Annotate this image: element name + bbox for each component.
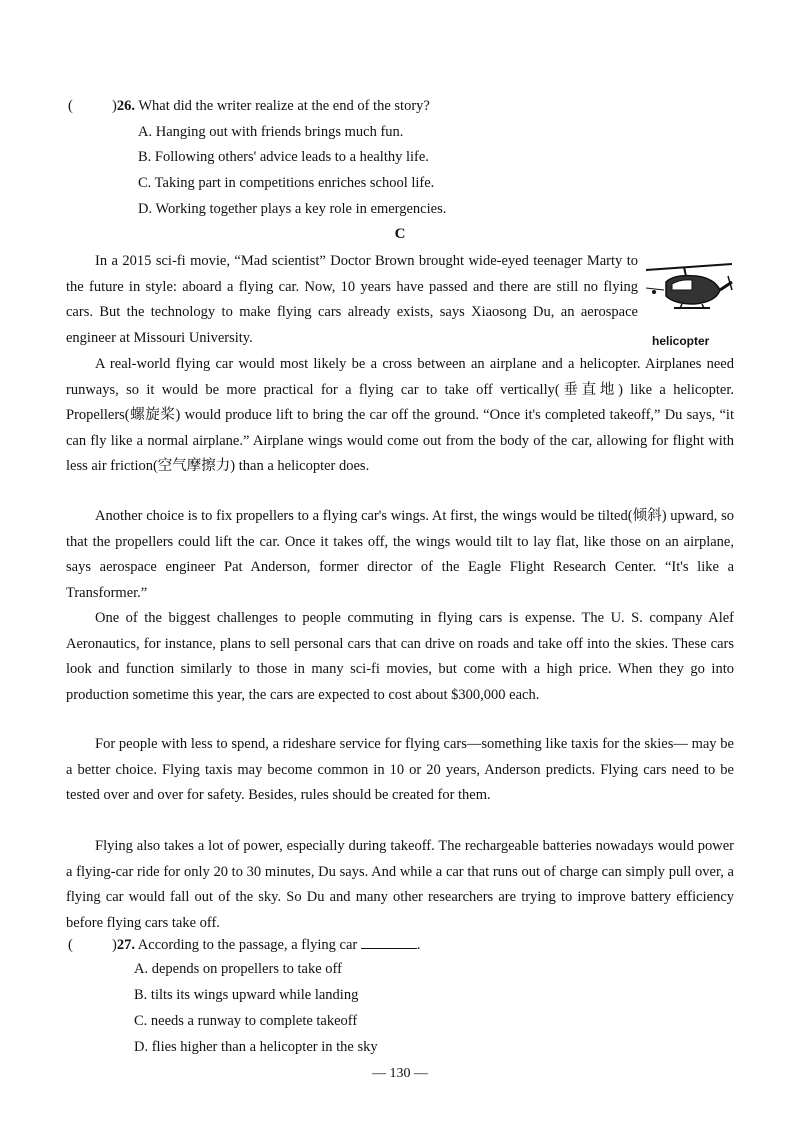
page-number: — 130 — <box>372 1066 428 1081</box>
option-b: B. Following others' advice leads to a healthy life. <box>138 149 429 165</box>
passage-paragraph-5: For people with less to spend, a rideshare service for flying cars—something like taxis for the skies— may be a better choice. Flying taxis may become common in 10 or 20 years, Anderson predicts. Flying cars need to be tested over and over for safety. Besides, rules should be created for them. <box>66 736 734 804</box>
option-d: D. flies higher than a helicopter in the sky <box>134 1039 378 1055</box>
passage-paragraph-6: Flying also takes a lot of power, especially during takeoff. The rechargeable batteries nowadays would power a flying-car ride for only 20 to 30 minutes, Du says. And while a car that runs out of charge can simply pull over, a flying car would fall out of the sky. So Du and many other researchers are trying to improve battery efficiency before flying cars take off. <box>66 838 734 931</box>
helicopter-caption: helicopter <box>652 334 710 348</box>
option-a: A. depends on propellers to take off <box>134 961 342 977</box>
question-26 <box>68 98 430 115</box>
question-number: 27. <box>116 937 135 953</box>
passage-paragraph-1: In a 2015 sci-fi movie, “Mad scientist” Doctor Brown brought wide-eyed teenager Marty to the future in style: aboard a flying car. Now, 10 years have passed and there are still no flying cars. But the technology to make flying cars already exists, says Xiaosong Du, an aerospace engineer at Missouri University. <box>66 253 638 346</box>
answer-paren[interactable]: ( <box>68 98 73 114</box>
passage-paragraph-4: One of the biggest challenges to people commuting in flying cars is expense. The U. S. company Alef Aeronautics, for instance, plans to sell personal cars that can drive on roads and take off into the skies. These cars look and function similarly to those in many sci-fi movies, but come with a high price. When they go into production sometime this year, the cars are expected to cost about $300,000 each. <box>66 610 734 703</box>
question-27 <box>68 936 420 954</box>
answer-paren[interactable]: ( <box>68 937 73 953</box>
option-a: A. Hanging out with friends brings much fun. <box>138 124 404 140</box>
option-d: D. Working together plays a key role in emergencies. <box>138 201 447 217</box>
question-stem: According to the passage, a flying car <box>137 937 358 953</box>
option-c: C. Taking part in competitions enriches school life. <box>138 175 435 191</box>
question-stem: What did the writer realize at the end of the story? <box>138 98 430 114</box>
helicopter-icon <box>644 252 734 322</box>
stem-end: . <box>416 937 421 953</box>
answer-blank[interactable] <box>361 936 417 949</box>
answer-paren-close: ) <box>112 937 117 953</box>
passage-paragraph-3: Another choice is to fix propellers to a flying car's wings. At first, the wings would be tilted(倾斜) upward, so that the propellers could lift the car. Once it takes off, the wings would tilt to lay flat, like those on an airplane, says aerospace engineer Pat Anderson, former director of the Eagle Flight Research Center. “It's like a Transformer.” <box>66 508 734 601</box>
question-number: 26. <box>116 98 135 114</box>
answer-paren-close: ) <box>112 98 117 114</box>
passage-paragraph-2: A real-world flying car would most likely be a cross between an airplane and a helicopter. Airplanes need runways, so it would be more practical for a flying car to take off vertically(垂直地) like a helicopter. Propellers(螺旋桨) would produce lift to bring the car off the ground. “Once it's completed takeoff,” Du says, “it can fly like a normal airplane.” Airplane wings would come out from the body of the car, allowing for flight with less air friction(空气摩擦力) than a helicopter does. <box>66 356 734 475</box>
option-c: C. needs a runway to complete takeoff <box>134 1013 358 1029</box>
option-b: B. tilts its wings upward while landing <box>134 987 359 1003</box>
section-heading: C <box>394 226 406 242</box>
